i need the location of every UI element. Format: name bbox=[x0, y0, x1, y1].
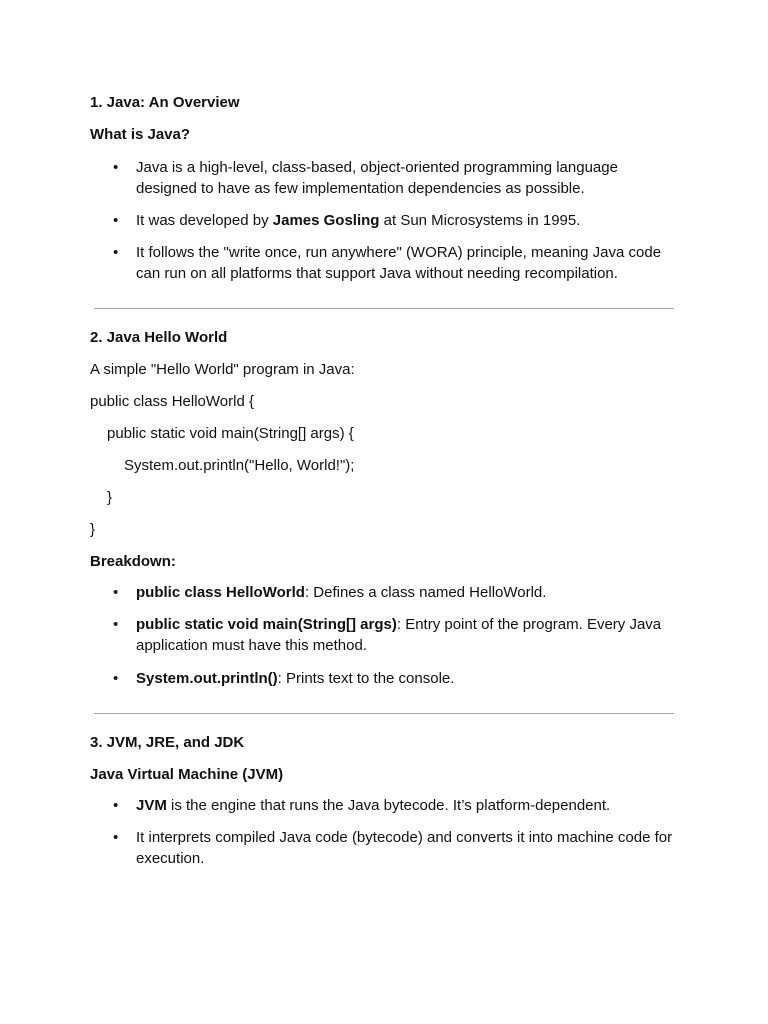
divider bbox=[94, 713, 674, 714]
list-item bbox=[136, 582, 678, 603]
bullet-icon bbox=[113, 614, 118, 635]
list-item-text: : Prints text to the console. bbox=[277, 670, 455, 687]
breakdown-heading: Breakdown: bbox=[90, 553, 176, 570]
section-1-heading: 1. Java: An Overview bbox=[90, 94, 240, 111]
list-item bbox=[136, 614, 678, 656]
bullet-icon bbox=[113, 210, 118, 231]
list-item-text: is the engine that runs the Java bytecode. It’s platform-dependent. bbox=[166, 797, 611, 814]
section-3-subheading: Java Virtual Machine (JVM) bbox=[90, 766, 284, 783]
list-item: It interprets compiled Java code (bytecode) and converts it into machine code for execution. bbox=[136, 829, 673, 867]
code-line: } bbox=[107, 489, 113, 506]
list-item-bold: System.out.println() bbox=[136, 670, 278, 687]
list-item-bold: public static void main(String[] args) bbox=[136, 616, 397, 633]
list-item: It follows the "write once, run anywhere" (WORA) principle, meaning Java code can run on all platforms that support Java without needing recompilation. bbox=[136, 244, 662, 282]
list-item-text: : Entry point of the program. Every Java application must have this method. bbox=[136, 616, 662, 654]
bullet-icon bbox=[113, 242, 118, 263]
bullet-icon bbox=[113, 157, 118, 178]
bullet-icon bbox=[113, 827, 118, 848]
section-2-intro: A simple "Hello World" program in Java: bbox=[90, 361, 355, 378]
bullet-icon bbox=[113, 668, 118, 689]
list-item bbox=[136, 795, 678, 816]
code-line: public class HelloWorld { bbox=[90, 393, 254, 410]
list-item-bold: public class HelloWorld bbox=[136, 584, 305, 601]
list-item-bold: James Gosling bbox=[272, 212, 380, 229]
code-line: public static void main(String[] args) { bbox=[107, 425, 354, 442]
list-item bbox=[136, 668, 678, 689]
list-item-text: at Sun Microsystems in 1995. bbox=[379, 212, 581, 229]
code-line: System.out.println("Hello, World!"); bbox=[124, 457, 355, 474]
section-3-heading: 3. JVM, JRE, and JDK bbox=[90, 734, 245, 751]
section-1-subheading: What is Java? bbox=[90, 126, 191, 143]
code-line: } bbox=[90, 521, 96, 538]
list-item-text: : Defines a class named HelloWorld. bbox=[304, 584, 547, 601]
list-item-bold: JVM bbox=[136, 797, 167, 814]
bullet-icon bbox=[113, 582, 118, 603]
list-item-text: It was developed by bbox=[136, 212, 273, 229]
section-2-heading: 2. Java Hello World bbox=[90, 329, 228, 346]
list-item: Java is a high-level, class-based, object-oriented programming language designed to have as few implementation dependencies as possible. bbox=[136, 159, 618, 197]
bullet-icon bbox=[113, 795, 118, 816]
divider bbox=[94, 308, 674, 309]
list-item bbox=[136, 210, 678, 231]
